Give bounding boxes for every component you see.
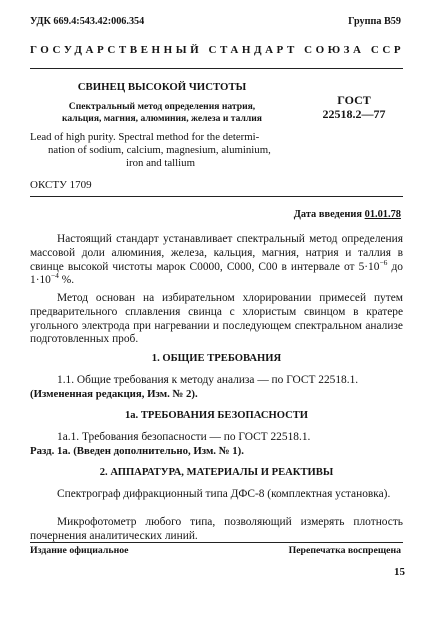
document-subtitle-line2: кальция, магния, алюминия, железа и таллия <box>62 113 262 124</box>
section-1-item: 1.1. Общие требования к методу анализа — по ГОСТ 22518.1. <box>57 374 359 386</box>
intro-date <box>294 209 401 220</box>
state-standard-heading: ГОСУДАРСТВЕННЫЙ СТАНДАРТ СОЮЗА ССР <box>30 44 405 56</box>
header-rule <box>30 68 403 69</box>
group-code: Группа В59 <box>348 16 401 27</box>
page-number: 15 <box>394 566 405 578</box>
section-1a-note: Разд. 1а. (Введен дополнительно, Изм. № 1). <box>30 445 244 457</box>
title-block-rule <box>30 196 403 197</box>
intro-paragraph-2: Метод основан на избирательном хлорировании примесей путем предварительного сплавления свинца с хлористым свинцом в кратере угольного электрода при нагревании и последующем спектральном анализе подготовленных проб. <box>30 292 403 346</box>
gost-label: ГОСТ <box>337 93 371 107</box>
official-edition-label: Издание официальное <box>30 545 129 556</box>
english-title-line2: nation of sodium, calcium, magnesium, aluminium, <box>48 144 271 156</box>
section-2-heading: 2. АППАРАТУРА, МАТЕРИАЛЫ И РЕАКТИВЫ <box>99 467 334 478</box>
intro-date-label: Дата введения <box>293 209 363 220</box>
footer-rule <box>30 542 403 543</box>
intro-date-value: 01.01.78 <box>364 209 401 220</box>
english-title-line1: Lead of high purity. Spectral method for the determi- <box>30 131 260 143</box>
section-2-paragraph-2: Микрофотометр любого типа, позволяющий измерять плотность почернения аналитических линий. <box>30 516 403 542</box>
reprint-prohibited-label: Перепечатка воспрещена <box>288 545 401 556</box>
document-subtitle-line1: Спектральный метод определения натрия, <box>68 101 256 112</box>
section-2-paragraph-1: Спектрограф дифракционный типа ДФС-8 (комплектная установка). <box>57 488 391 500</box>
intro-paragraph-1: Настоящий стандарт устанавливает спектральный метод определения массовой доли алюминия, железа, кальция, магния, натрия и таллия в свинце высокой чистоты марок С0000, С000, С00 в интервале от $5\cdot 10^{-6}$ до $1\cdot 10^{-4}$ %. <box>30 233 403 287</box>
gost-number: 22518.2—77 <box>322 107 386 121</box>
udk-code: УДК 669.4:543.42:006.354 <box>30 16 145 27</box>
section-1-note: (Измененная редакция, Изм. № 2). <box>30 388 198 400</box>
section-1-heading: 1. ОБЩИЕ ТРЕБОВАНИЯ <box>151 353 282 364</box>
english-title-line3: iron and tallium <box>126 157 195 169</box>
oksty-code: ОКСТУ 1709 <box>30 179 92 191</box>
section-1a-item: 1а.1. Требования безопасности — по ГОСТ 22518.1. <box>57 431 311 443</box>
section-1a-heading: 1а. ТРЕБОВАНИЯ БЕЗОПАСНОСТИ <box>124 410 309 421</box>
document-title: СВИНЕЦ ВЫСОКОЙ ЧИСТОТЫ <box>77 81 247 93</box>
